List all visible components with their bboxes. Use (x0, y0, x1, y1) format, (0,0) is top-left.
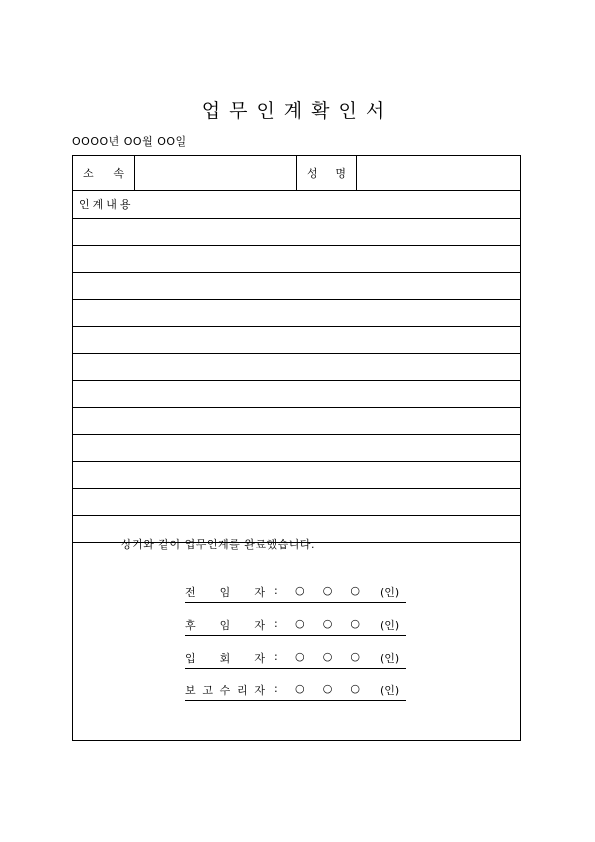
role-char: 입 (185, 652, 196, 665)
date-line: OOOO년 OO월 OO일 (72, 135, 187, 148)
signature-colon: : (274, 617, 278, 630)
signature-colon: : (274, 682, 278, 695)
signature-predecessor[interactable] (185, 581, 406, 603)
role-char: 수 (219, 684, 231, 697)
circle-placeholder: ○ (350, 584, 360, 597)
content-line[interactable] (73, 246, 520, 273)
content-line[interactable] (73, 354, 520, 381)
circle-placeholder: ○ (295, 650, 305, 663)
signature-name-placeholder (295, 682, 360, 695)
name-label-char-2: 명 (335, 167, 346, 180)
role-char: 리 (236, 684, 248, 697)
content-line[interactable] (73, 381, 520, 408)
circle-placeholder: ○ (322, 617, 333, 630)
signature-colon: : (274, 650, 278, 663)
role-char: 자 (254, 619, 265, 632)
role-char: 후 (185, 619, 196, 632)
affiliation-field[interactable] (135, 156, 297, 190)
signature-report-receiver[interactable] (185, 679, 406, 701)
name-label-char-1: 성 (307, 167, 318, 180)
content-line[interactable] (73, 300, 520, 327)
role-char: 보 (185, 684, 196, 697)
role-char: 임 (219, 586, 231, 599)
circle-placeholder: ○ (350, 617, 360, 630)
content-line[interactable] (73, 219, 520, 246)
signature-name-placeholder (295, 584, 360, 597)
signature-colon: : (274, 584, 278, 597)
seal-mark: (인) (380, 652, 400, 665)
role-char: 임 (219, 619, 231, 632)
seal-mark: (인) (380, 586, 400, 599)
affiliation-label-cell (73, 156, 135, 190)
affiliation-label-char-1: 소 (83, 167, 94, 180)
content-line[interactable] (73, 408, 520, 435)
document-title: 업무인계확인서 (201, 100, 394, 122)
signature-name-placeholder (295, 650, 360, 663)
signature-name-placeholder (295, 617, 360, 630)
header-row (73, 156, 520, 191)
handover-content-label: 인계내용 (73, 191, 520, 219)
role-char: 회 (219, 652, 231, 665)
role-char: 자 (254, 586, 265, 599)
signature-role (185, 617, 265, 633)
content-line[interactable] (73, 327, 520, 354)
seal-mark: (인) (380, 684, 400, 697)
affiliation-label-char-2: 속 (113, 167, 124, 180)
signature-witness[interactable] (185, 647, 406, 669)
circle-placeholder: ○ (350, 650, 360, 663)
signature-role (185, 682, 265, 698)
circle-placeholder: ○ (295, 682, 305, 695)
content-line[interactable] (73, 489, 520, 516)
signature-role (185, 650, 265, 666)
role-char: 고 (202, 684, 213, 697)
circle-placeholder: ○ (322, 650, 333, 663)
circle-placeholder: ○ (295, 617, 305, 630)
circle-placeholder: ○ (295, 584, 305, 597)
signature-successor[interactable] (185, 614, 406, 636)
content-line[interactable] (73, 462, 520, 489)
name-field[interactable] (357, 156, 520, 190)
circle-placeholder: ○ (322, 682, 333, 695)
signature-role (185, 584, 265, 600)
circle-placeholder: ○ (350, 682, 360, 695)
role-char: 전 (185, 586, 196, 599)
completion-statement: 상기와 같이 업무인계를 완료했습니다. (121, 538, 316, 551)
circle-placeholder: ○ (322, 584, 333, 597)
content-line[interactable] (73, 435, 520, 462)
name-label-cell (297, 156, 357, 190)
content-line[interactable] (73, 273, 520, 300)
role-char: 자 (254, 652, 265, 665)
role-char: 자 (254, 684, 265, 697)
handover-form (72, 155, 521, 741)
handover-content-lines (73, 219, 520, 543)
seal-mark: (인) (380, 619, 400, 632)
